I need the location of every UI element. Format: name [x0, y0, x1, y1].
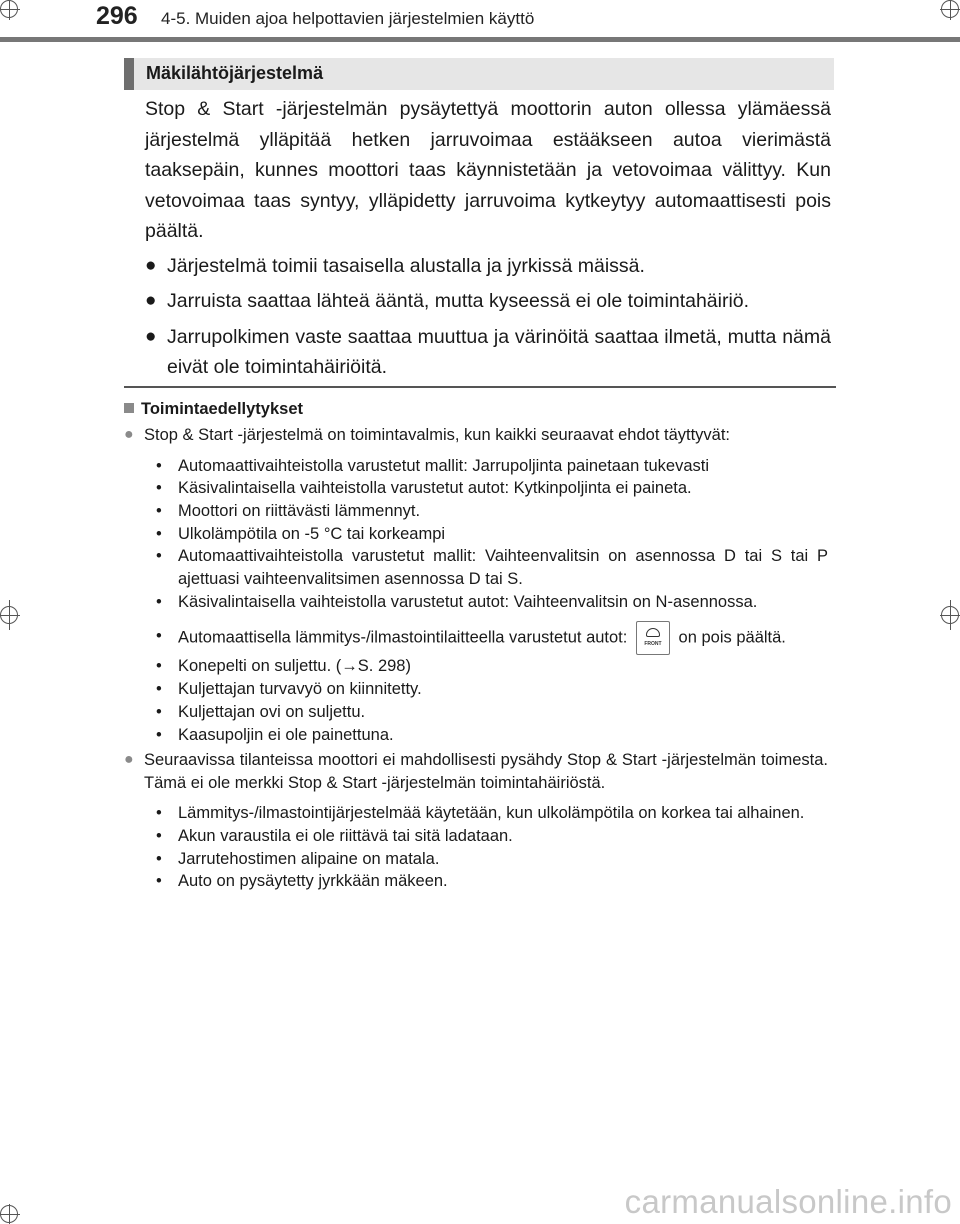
bullet-icon: ● [145, 325, 157, 347]
list-item: • Käsivalintaisella vaihteistolla varustetut autot: Kytkinpoljinta ei paineta. [156, 479, 692, 498]
feature-list [145, 251, 831, 383]
ready-condition-intro: ● Stop & Start -järjestelmä on toimintavalmis, kun kaikki seuraavat ehdot täyttyvät: [124, 424, 828, 447]
front-defogger-icon: FRONT [636, 621, 670, 655]
list-item: • Kaasupoljin ei ole painettuna. [156, 725, 394, 744]
intro-block [145, 94, 831, 388]
list-item: • Moottori on riittävästi lämmennyt. [156, 501, 421, 520]
list-item: • Kuljettajan turvavyö on kiinnitetty. [156, 680, 422, 699]
list-item: • Akun varaustila ei ole riittävä tai sitä ladataan. [156, 826, 513, 845]
list-item: • Konepelti on suljettu. (→S. 298) [156, 657, 411, 676]
list-item: ● Järjestelmä toimii tasaisella alustalla ja jyrkissä mäissä. [145, 251, 831, 282]
list-item: ● Jarruista saattaa lähteä ääntä, mutta kyseessä ei ole toimintahäiriö. [145, 286, 831, 317]
stop-condition-intro: ● Seuraavissa tilanteissa moottori ei mahdollisesti pysähdy Stop & Start -järjestelmän toimesta. Tämä ei ole merkki Stop & Start -järjestelmän toimintahäiriöstä. [124, 749, 828, 794]
square-bullet-icon [124, 403, 134, 413]
list-item: • Käsivalintaisella vaihteistolla varustetut autot: Vaihteenvalitsin on N-asennossa. [156, 592, 758, 611]
list-item: • Lämmitys-/ilmastointijärjestelmää käytetään, kun ulkolämpötila on korkea tai alhainen. [156, 804, 805, 823]
circle-bullet-icon: ● [124, 751, 134, 769]
section-title: Mäkilähtöjärjestelmä [146, 63, 324, 83]
section-divider [124, 386, 836, 388]
list-item: • Automaattivaihteistolla varustetut mallit: Vaihteenvalitsin on asennossa D tai S tai P ajettuasi vaihteenvalitsimen asennossa D tai S. [156, 547, 828, 589]
bullet-icon: ● [145, 254, 157, 276]
conditions-section [124, 397, 828, 893]
list-item: • Auto on pysäytetty jyrkkään mäkeen. [156, 872, 448, 891]
page-number: 296 [96, 2, 138, 30]
circle-bullet-icon: ● [124, 426, 134, 443]
list-item: • Automaattisella lämmitys-/ilmastointilaitteella varustetut autot: FRONT on pois päältä. [156, 621, 828, 655]
list-item: • Kuljettajan ovi on suljettu. [156, 702, 366, 721]
watermark: carmanualsonline.info [624, 1183, 952, 1220]
stop-conditions-list [156, 802, 828, 893]
conditions-heading: Toimintaedellytykset [124, 397, 828, 421]
header-rule [0, 37, 960, 42]
section-title-bar [124, 58, 834, 90]
list-item: • Ulkolämpötila on -5 °C tai korkeampi [156, 524, 446, 543]
intro-paragraph: Stop & Start -järjestelmän pysäytettyä moottorin auton ollessa ylämäessä järjestelmä ylläpitää hetken jarruvoimaa estääkseen autoa vierimästä taaksepäin, kunnes moottori taas käynnistetään ja vetovoimaa välittyy. Kun vetovoimaa taas syntyy, ylläpidetty jarruvoima kytkeytyy automaattisesti pois päältä. [145, 98, 831, 242]
chapter-title: 4-5. Muiden ajoa helpottavien järjestelmien käyttö [161, 9, 535, 28]
bullet-icon: ● [145, 290, 157, 311]
ready-conditions-list [156, 455, 828, 747]
list-item: • Jarrutehostimen alipaine on matala. [156, 849, 440, 868]
list-item: ● Jarrupolkimen vaste saattaa muuttua ja värinöitä saattaa ilmetä, mutta nämä eivät ole toimintahäiriöitä. [145, 322, 831, 383]
list-item: • Automaattivaihteistolla varustetut mallit: Jarrupoljinta painetaan tukevasti [156, 456, 710, 475]
